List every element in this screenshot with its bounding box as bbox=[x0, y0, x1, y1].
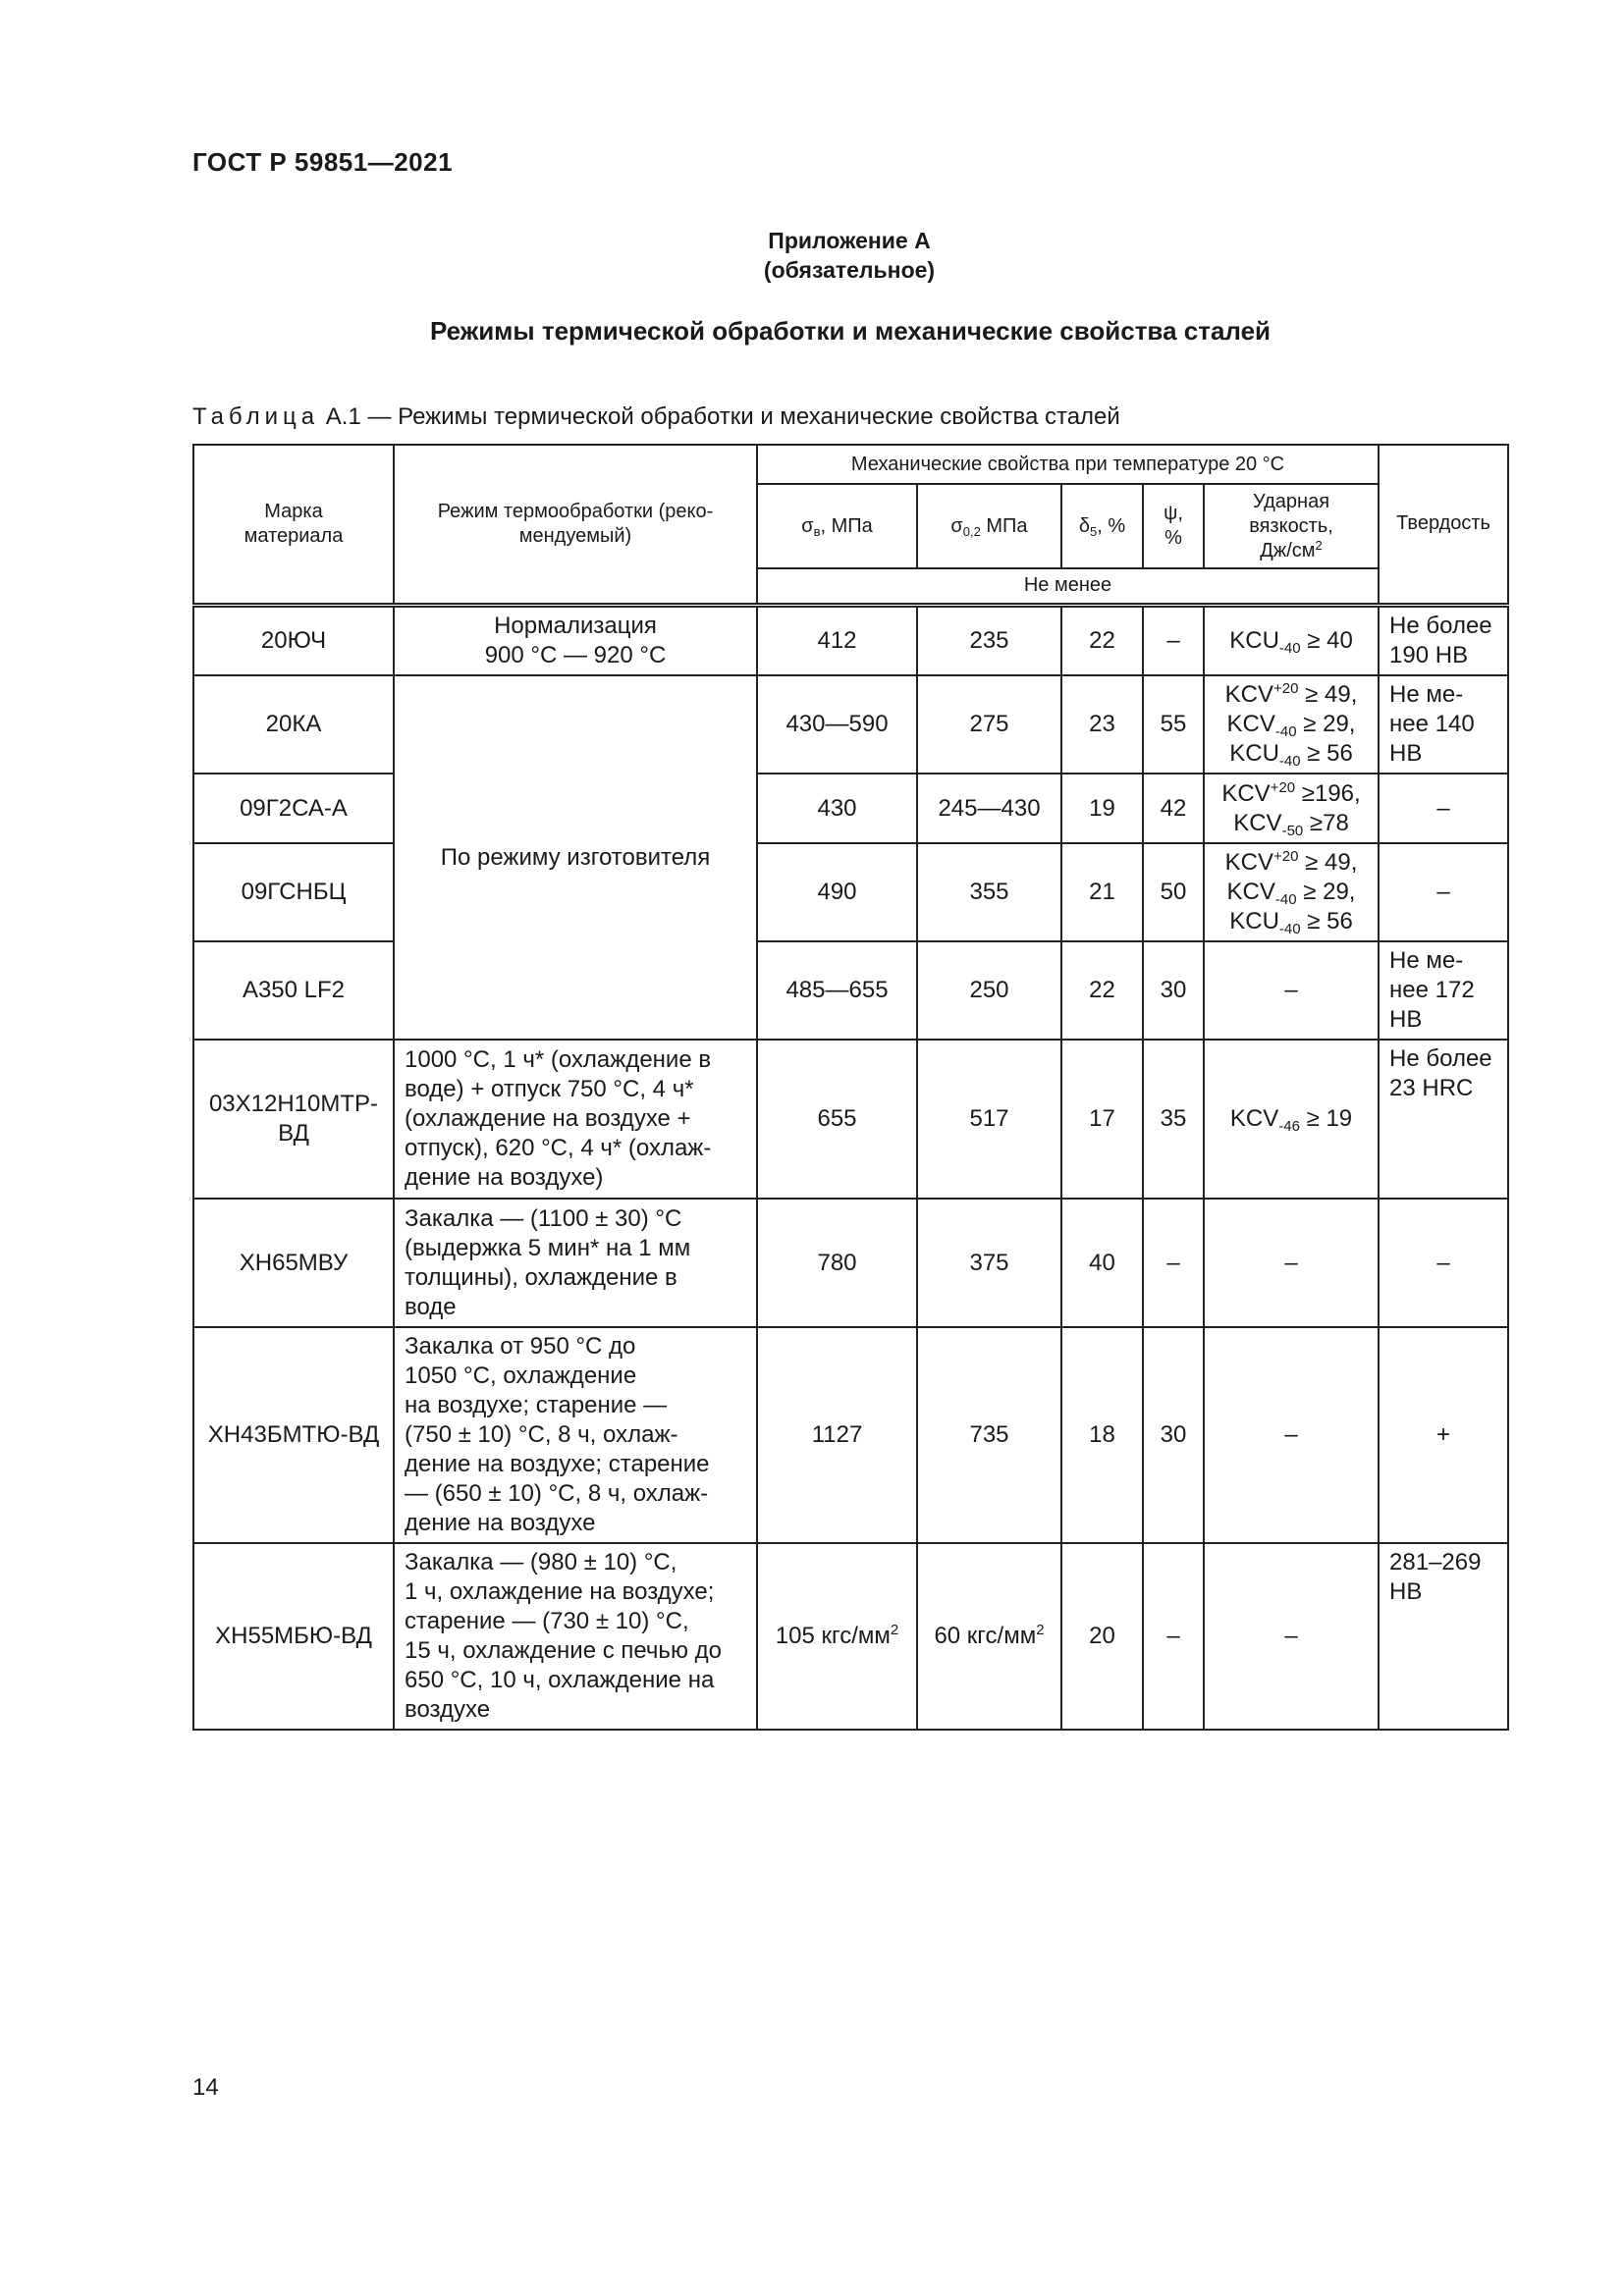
cell-grade: ХН43БМТЮ-ВД bbox=[193, 1327, 394, 1543]
cell-grade: A350 LF2 bbox=[193, 941, 394, 1040]
header-impact: Ударная вязкость, $Дж/см^2$ bbox=[1204, 484, 1379, 568]
cell-hardness: Не более 190 НВ bbox=[1379, 605, 1508, 675]
cell-sigma-02: 375 bbox=[917, 1199, 1061, 1327]
cell-hardness: – bbox=[1379, 843, 1508, 941]
table-row bbox=[193, 1327, 1508, 1543]
cell-delta5: 20 bbox=[1061, 1543, 1143, 1730]
cell-hardness: Не ме- нее 172 НВ bbox=[1379, 941, 1508, 1040]
header-sigma-b: $\sigma_в$, МПа bbox=[757, 484, 917, 568]
table-row bbox=[193, 605, 1508, 675]
cell-sigma-b: 105 кгс/$мм^2$ bbox=[757, 1543, 917, 1730]
header-mech-group: Механические свойства при температуре 20 °С bbox=[757, 445, 1379, 484]
cell-hardness: Не ме- нее 140 НВ bbox=[1379, 675, 1508, 774]
table-row bbox=[193, 1199, 1508, 1327]
cell-hardness: – bbox=[1379, 1199, 1508, 1327]
properties-table bbox=[192, 444, 1509, 1731]
cell-psi: – bbox=[1143, 605, 1204, 675]
cell-sigma-b: 780 bbox=[757, 1199, 917, 1327]
cell-grade: 09ГСНБЦ bbox=[193, 843, 394, 941]
cell-grade: 03Х12Н10МТР- ВД bbox=[193, 1040, 394, 1199]
cell-psi: 55 bbox=[1143, 675, 1204, 774]
cell-sigma-02: 275 bbox=[917, 675, 1061, 774]
header-sigma-02: $\sigma_{0,2}$ МПа bbox=[917, 484, 1061, 568]
table-row bbox=[193, 843, 1508, 941]
cell-psi: – bbox=[1143, 1199, 1204, 1327]
cell-sigma-02: 245—430 bbox=[917, 774, 1061, 843]
cell-psi: 35 bbox=[1143, 1040, 1204, 1199]
cell-grade: 20КА bbox=[193, 675, 394, 774]
cell-delta5: 40 bbox=[1061, 1199, 1143, 1327]
table-caption-label: Таблица bbox=[192, 403, 320, 430]
table-row bbox=[193, 675, 1508, 774]
cell-grade: ХН55МБЮ-ВД bbox=[193, 1543, 394, 1730]
document-code: ГОСТ Р 59851—2021 bbox=[192, 147, 454, 177]
cell-sigma-b: 430 bbox=[757, 774, 917, 843]
appendix-status: (обязательное) bbox=[763, 257, 936, 283]
cell-psi: 50 bbox=[1143, 843, 1204, 941]
cell-delta5: 21 bbox=[1061, 843, 1143, 941]
cell-hardness: – bbox=[1379, 774, 1508, 843]
cell-impact: – bbox=[1204, 1327, 1379, 1543]
cell-sigma-02: 735 bbox=[917, 1327, 1061, 1543]
cell-delta5: 22 bbox=[1061, 941, 1143, 1040]
cell-grade: ХН65МВУ bbox=[193, 1199, 394, 1327]
cell-psi: 30 bbox=[1143, 1327, 1204, 1543]
cell-hardness: 281–269 НВ bbox=[1379, 1543, 1508, 1730]
cell-impact: – bbox=[1204, 1543, 1379, 1730]
cell-treatment: По режиму изготовителя bbox=[394, 675, 757, 1040]
cell-sigma-02: 517 bbox=[917, 1040, 1061, 1199]
cell-psi: 42 bbox=[1143, 774, 1204, 843]
header-treatment: Режим термообработки (реко- мендуемый) bbox=[394, 445, 757, 605]
cell-impact: $KCV^{+20} \ge 196$, $KCV_{-50} \ge 78$ bbox=[1204, 774, 1379, 843]
cell-treatment: Закалка — (1100 ± 30) °С (выдержка 5 мин* на 1 мм толщины), охлаждение в воде bbox=[394, 1199, 757, 1327]
cell-sigma-02: 60 кгс/$мм^2$ bbox=[917, 1543, 1061, 1730]
cell-delta5: 23 bbox=[1061, 675, 1143, 774]
cell-delta5: 17 bbox=[1061, 1040, 1143, 1199]
cell-impact: – bbox=[1204, 1199, 1379, 1327]
table-row bbox=[193, 1543, 1508, 1730]
table-caption-text: А.1 — Режимы термической обработки и механические свойства сталей bbox=[325, 403, 1120, 430]
section-title: Режимы термической обработки и механические свойства сталей bbox=[429, 316, 1272, 346]
cell-treatment: Закалка — (980 ± 10) °С, 1 ч, охлаждение на воздухе; старение — (730 ± 10) °С, 15 ч, охлаждение с печью до 650 °С, 10 ч, охлаждение на воздухе bbox=[394, 1543, 757, 1730]
cell-sigma-b: 490 bbox=[757, 843, 917, 941]
table-row bbox=[193, 941, 1508, 1040]
cell-impact: $KCV^{+20} \ge 49$, $KCV_{-40} \ge 29$, $KCU_{-40} \ge 56$ bbox=[1204, 675, 1379, 774]
cell-psi: 30 bbox=[1143, 941, 1204, 1040]
cell-impact: $KCV_{-46} \ge 19$ bbox=[1204, 1040, 1379, 1199]
cell-sigma-b: 430—590 bbox=[757, 675, 917, 774]
cell-psi: – bbox=[1143, 1543, 1204, 1730]
cell-treatment: 1000 °С, 1 ч* (охлаждение в воде) + отпуск 750 °С, 4 ч* (охлаждение на воздухе + отпуск), 620 °С, 4 ч* (охлаж- дение на воздухе) bbox=[394, 1040, 757, 1199]
cell-sigma-b: 655 bbox=[757, 1040, 917, 1199]
cell-grade: 20ЮЧ bbox=[193, 605, 394, 675]
appendix-heading bbox=[0, 226, 1624, 285]
table-row bbox=[193, 1040, 1508, 1199]
table-row bbox=[193, 774, 1508, 843]
cell-impact: $KCV^{+20} \ge 49$, $KCV_{-40} \ge 29$, $KCU_{-40} \ge 56$ bbox=[1204, 843, 1379, 941]
page-number: 14 bbox=[192, 2074, 219, 2101]
table-caption bbox=[192, 403, 1120, 431]
cell-hardness: Не более 23 HRC bbox=[1379, 1040, 1508, 1199]
header-delta5: $\delta_5$, % bbox=[1061, 484, 1143, 568]
cell-sigma-b: 1127 bbox=[757, 1327, 917, 1543]
cell-treatment: Нормализация 900 °С — 920 °С bbox=[394, 605, 757, 675]
cell-sigma-b: 412 bbox=[757, 605, 917, 675]
cell-grade: 09Г2СА-А bbox=[193, 774, 394, 843]
cell-sigma-02: 235 bbox=[917, 605, 1061, 675]
cell-impact: – bbox=[1204, 941, 1379, 1040]
cell-sigma-02: 250 bbox=[917, 941, 1061, 1040]
appendix-title: Приложение А bbox=[768, 228, 931, 253]
cell-delta5: 22 bbox=[1061, 605, 1143, 675]
cell-delta5: 19 bbox=[1061, 774, 1143, 843]
cell-treatment: Закалка от 950 °С до 1050 °С, охлаждение на воздухе; старение — (750 ± 10) °С, 8 ч, охлаж- дение на воздухе; старение — (650 ± 10) °С, 8 ч, охлаж- дение на воздухе bbox=[394, 1327, 757, 1543]
header-hardness: Твердость bbox=[1379, 445, 1508, 605]
header-grade: Марка материала bbox=[193, 445, 394, 605]
header-min-note: Не менее bbox=[757, 568, 1379, 605]
cell-sigma-b: 485—655 bbox=[757, 941, 917, 1040]
cell-impact: $KCU_{-40} \ge 40$ bbox=[1204, 605, 1379, 675]
cell-sigma-02: 355 bbox=[917, 843, 1061, 941]
header-psi: ψ, % bbox=[1143, 484, 1204, 568]
cell-hardness: + bbox=[1379, 1327, 1508, 1543]
cell-delta5: 18 bbox=[1061, 1327, 1143, 1543]
